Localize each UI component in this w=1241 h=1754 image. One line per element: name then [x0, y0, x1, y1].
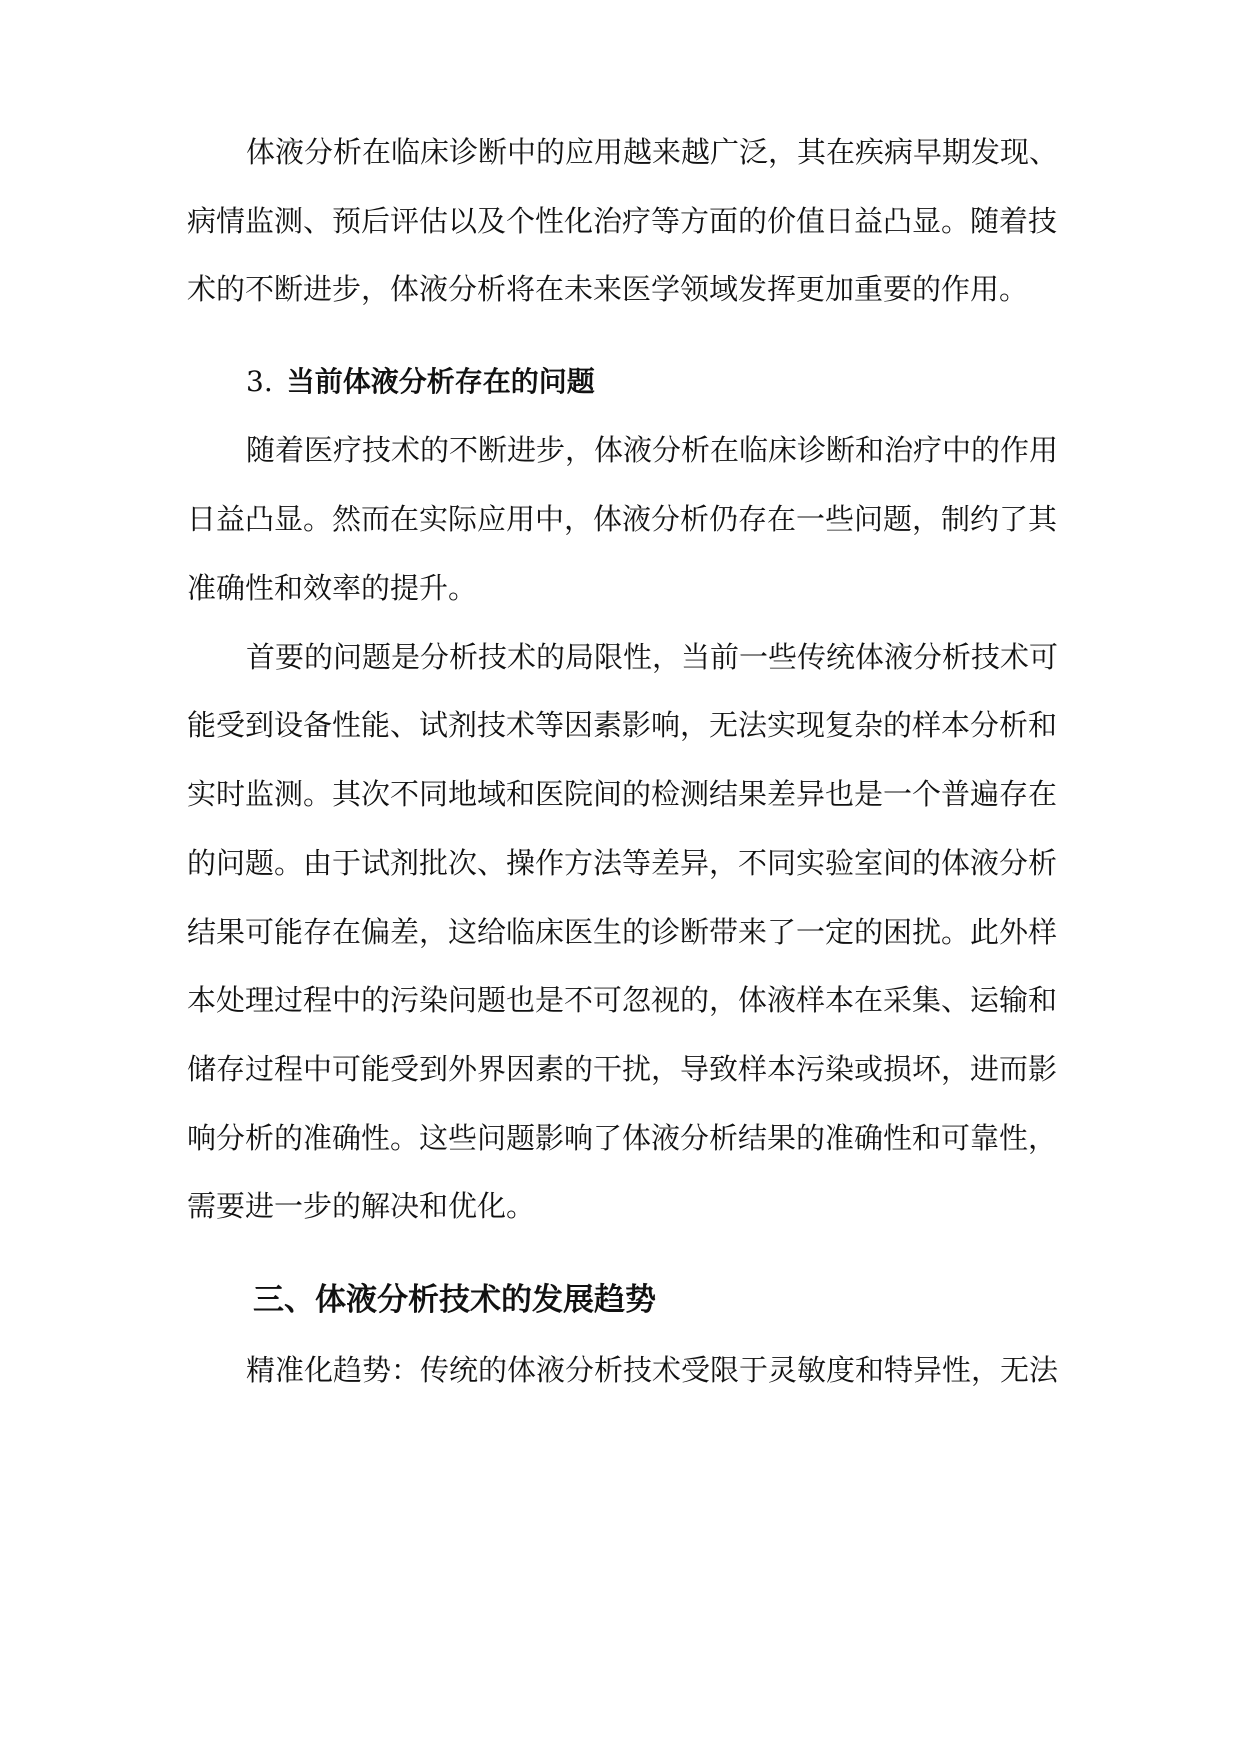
paragraph-1-line-2: 病情监测、预后评估以及个性化治疗等方面的价值日益凸显。随着技	[187, 204, 1058, 238]
paragraph-3-line-2: 能受到设备性能、试剂技术等因素影响，无法实现复杂的样本分析和	[187, 708, 1058, 742]
section-number: 3.	[246, 365, 273, 398]
paragraph-3-line-5: 结果可能存在偏差，这给临床医生的诊断带来了一定的困扰。此外样	[187, 915, 1058, 949]
paragraph-3-line-9: 需要进一步的解决和优化。	[187, 1189, 536, 1223]
paragraph-3-line-7: 储存过程中可能受到外界因素的干扰，导致样本污染或损坏，进而影	[187, 1052, 1058, 1086]
chapter-heading: 三、体液分析技术的发展趋势	[253, 1282, 656, 1318]
section-heading	[246, 362, 595, 402]
paragraph-3-line-1: 首要的问题是分析技术的局限性，当前一些传统体液分析技术可	[246, 640, 1059, 674]
paragraph-3-line-4: 的问题。由于试剂批次、操作方法等差异，不同实验室间的体液分析	[187, 846, 1058, 880]
paragraph-2-line-3: 准确性和效率的提升。	[187, 571, 478, 605]
paragraph-2-line-2: 日益凸显。然而在实际应用中，体液分析仍存在一些问题，制约了其	[187, 502, 1058, 536]
paragraph-2-line-1: 随着医疗技术的不断进步，体液分析在临床诊断和治疗中的作用	[246, 433, 1059, 467]
paragraph-3-line-8: 响分析的准确性。这些问题影响了体液分析结果的准确性和可靠性，	[187, 1121, 1058, 1155]
paragraph-4-line-1: 精准化趋势：传统的体液分析技术受限于灵敏度和特异性，无法	[246, 1353, 1059, 1387]
paragraph-3-line-6: 本处理过程中的污染问题也是不可忽视的，体液样本在采集、运输和	[187, 983, 1058, 1017]
paragraph-1-line-3: 术的不断进步，体液分析将在未来医学领域发挥更加重要的作用。	[187, 272, 1029, 306]
paragraph-3-line-3: 实时监测。其次不同地域和医院间的检测结果差异也是一个普遍存在	[187, 777, 1058, 811]
paragraph-1-line-1: 体液分析在临床诊断中的应用越来越广泛，其在疾病早期发现、	[246, 135, 1059, 169]
section-title: 当前体液分析存在的问题	[286, 365, 595, 398]
